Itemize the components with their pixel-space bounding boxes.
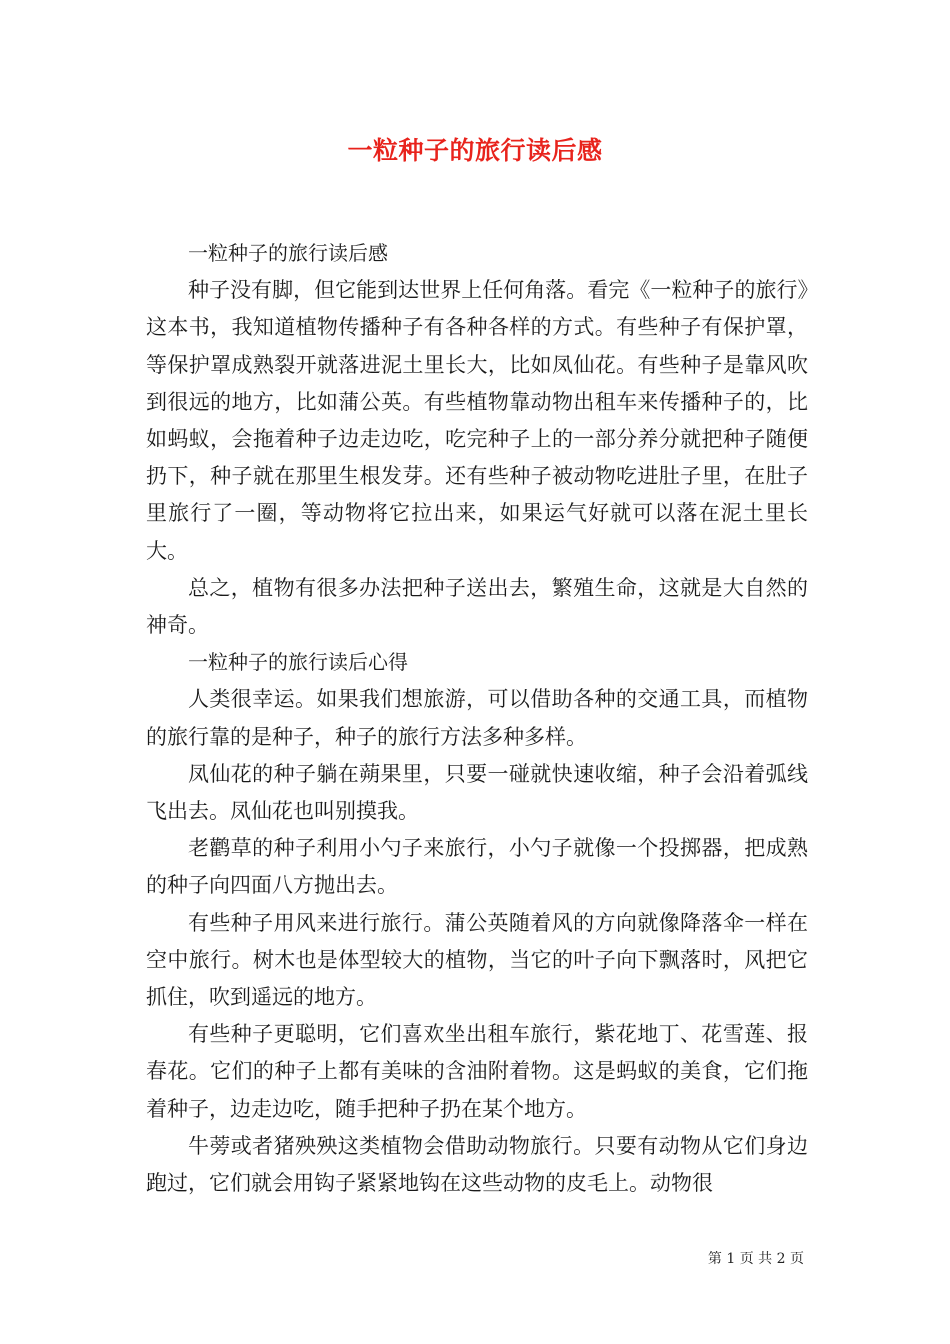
page-number-footer: 第 1 页 共 2 页 (707, 1251, 804, 1267)
paragraph: 凤仙花的种子躺在蒴果里，只要一碰就快速收缩，种子会沿着弧线飞出去。凤仙花也叫别摸我。 (146, 761, 808, 824)
section-heading: 一粒种子的旅行读后心得 (188, 650, 408, 675)
paragraph: 人类很幸运。如果我们想旅游，可以借助各种的交通工具，而植物的旅行靠的是种子，种子的旅行方法多种多样。 (146, 687, 808, 749)
paragraph: 有些种子用风来进行旅行。蒲公英随着风的方向就像降落伞一样在空中旅行。树木也是体型较大的植物，当它的叶子向下飘落时，风把它抓住，吹到遥远的地方。 (146, 910, 808, 1010)
paragraph: 牛蒡或者猪殃殃这类植物会借助动物旅行。只要有动物从它们身边跑过，它们就会用钩子紧紧地钩在这些动物的皮毛上。动物很 (146, 1133, 808, 1196)
section-heading: 一粒种子的旅行读后感 (188, 241, 388, 265)
document-title: 一粒种子的旅行读后感 (347, 136, 603, 165)
paragraph: 种子没有脚，但它能到达世界上任何角落。看完《一粒种子的旅行》这本书，我知道植物传播种子有各种各样的方式。有些种子有保护罩，等保护罩成熟裂开就落进泥土里长大，比如凤仙花。有些种子是靠风吹到很远的地方，比如蒲公英。有些植物靠动物出租车来传播种子的，比如蚂蚁，会拖着种子边走边吃，吃完种子上的一部分养分就把种子随便扔下，种子就在那里生根发芽。还有些种子被动物吃进肚子里，在肚子里旅行了一圈，等动物将它拉出来，如果运气好就可以落在泥土里长大。 (146, 278, 808, 563)
document-body (146, 235, 808, 1202)
paragraph: 总之，植物有很多办法把种子送出去，繁殖生命，这就是大自然的神奇。 (146, 575, 808, 638)
paragraph: 有些种子更聪明，它们喜欢坐出租车旅行，紫花地丁、花雪莲、报春花。它们的种子上都有美味的含油附着物。这是蚂蚁的美食，它们拖着种子，边走边吃，随手把种子扔在某个地方。 (146, 1022, 808, 1121)
paragraph: 老鹳草的种子利用小勺子来旅行，小勺子就像一个投掷器，把成熟的种子向四面八方抛出去。 (146, 836, 808, 898)
